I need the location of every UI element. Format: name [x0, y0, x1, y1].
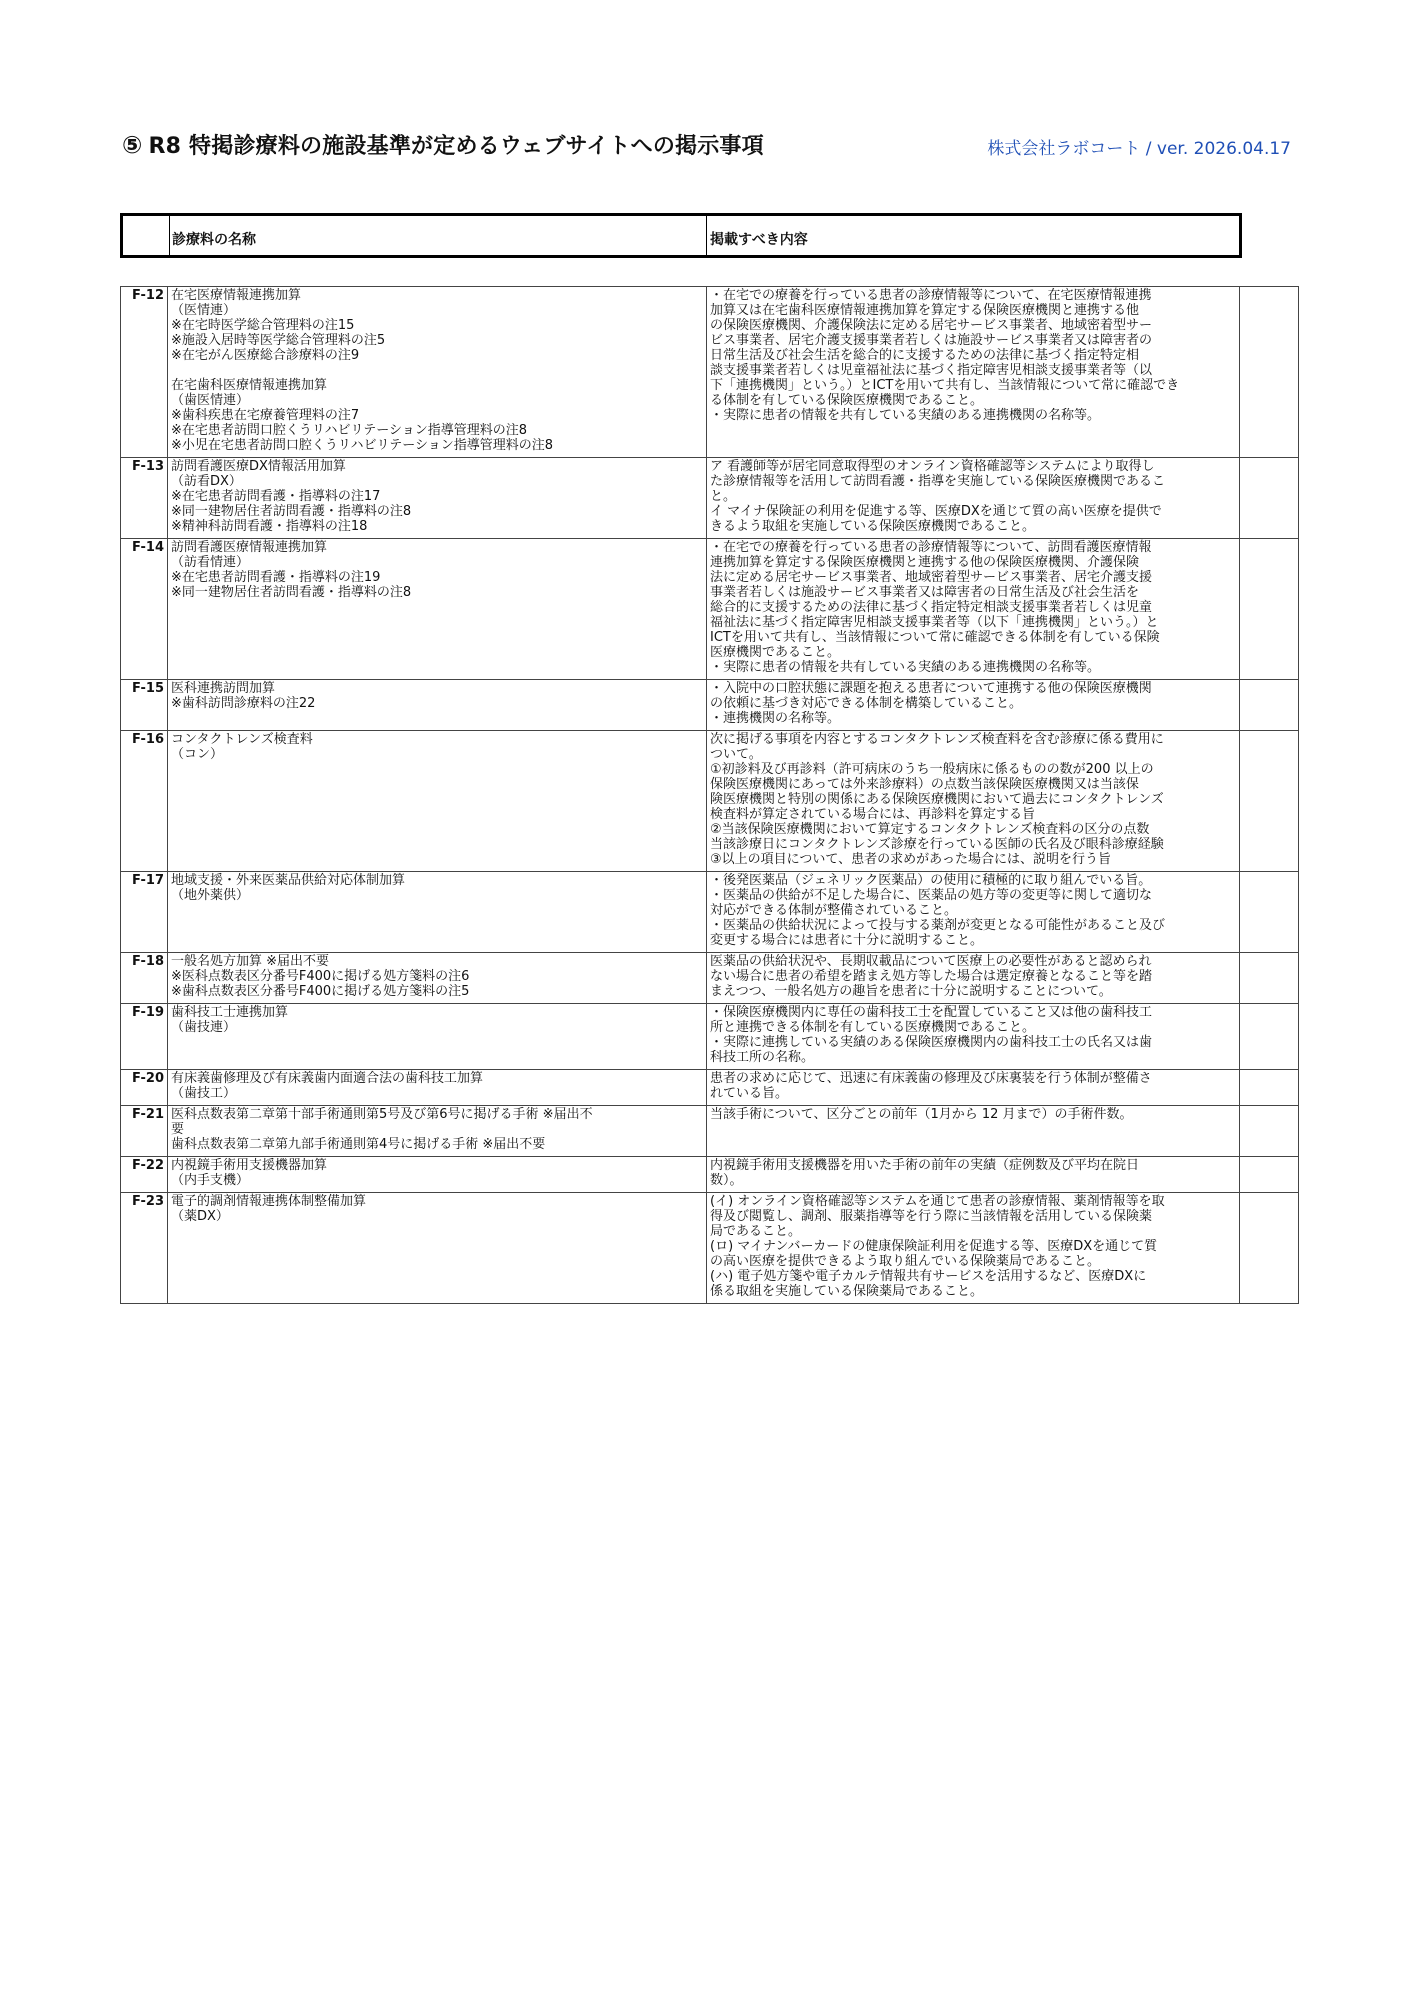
row-name-line: ※歯科訪問診療料の注22 [171, 696, 316, 711]
row-extra-cell [1240, 731, 1299, 872]
row-code: F-16 [121, 731, 168, 872]
row-code: F-17 [121, 872, 168, 953]
row-content-line: 数）。 [710, 1173, 743, 1188]
row-name-cell [168, 680, 707, 731]
row-content-line: 連携加算を算定する保険医療機関と連携する他の保険医療機関、介護保険 [710, 555, 1140, 570]
row-name-line: 訪問看護医療情報連携加算 [171, 540, 328, 555]
row-code: F-12 [121, 287, 168, 458]
row-name-line: 在宅歯科医療情報連携加算 [171, 378, 328, 393]
row-name-cell [168, 1157, 707, 1193]
table-row [121, 1106, 1299, 1157]
row-content-line: 対応ができる体制が整備されていること。 [710, 903, 958, 918]
row-content-line: ・医薬品の供給が不足した場合に、医薬品の処方等の変更等に関して適切な [710, 888, 1153, 903]
row-name-line: （訪看DX） [171, 474, 242, 489]
row-name-line: 地域支援・外来医薬品供給対応体制加算 [171, 873, 406, 888]
row-content-cell [707, 287, 1240, 458]
row-name-line [171, 363, 703, 378]
row-name-cell [168, 1193, 707, 1304]
row-name-line: 医科点数表第二章第十部手術通則第5号及び第6号に掲げる手術 ※届出不 [171, 1107, 593, 1122]
row-content-line: ・入院中の口腔状態に課題を抱える患者について連携する他の保険医療機関 [710, 681, 1152, 696]
row-content-line: (ロ) マイナンバーカードの健康保険証利用を促進する等、医療DXを通じて質 [710, 1239, 1158, 1254]
row-content-cell [707, 680, 1240, 731]
row-name-line: （地外薬供） [171, 888, 250, 903]
row-content-line: ②当該保険医療機関において算定するコンタクトレンズ検査料の区分の点数 [710, 822, 1150, 837]
row-name-line: 一般名処方加算 ※届出不要 [171, 954, 330, 969]
row-content-line: ③以上の項目について、患者の求めがあった場合には、説明を行う旨 [710, 852, 1112, 867]
row-content-cell [707, 1070, 1240, 1106]
table-row [121, 953, 1299, 1004]
row-content-cell [707, 953, 1240, 1004]
row-content-line: 内視鏡手術用支援機器を用いた手術の前年の実績（症例数及び平均在院日 [710, 1158, 1140, 1173]
row-content-line: 総合的に支援するための法律に基づく指定特定相談支援事業者若しくは児童 [710, 600, 1153, 615]
row-content-line: ICTを用いて共有し、当該情報について常に確認できる体制を有している保険 [710, 630, 1160, 645]
row-name-line: 有床義歯修理及び有床義歯内面適合法の歯科技工加算 [171, 1071, 484, 1086]
row-content-line: 科技工所の名称。 [710, 1050, 815, 1065]
row-content-cell [707, 1157, 1240, 1193]
row-content-line: ない場合に患者の希望を踏まえ処方等した場合は選定療養となること等を踏 [710, 969, 1153, 984]
row-content-line: きるよう取組を実施している保険医療機関であること。 [710, 519, 1036, 534]
row-name-line: （医情連） [171, 303, 237, 318]
row-extra-cell [1240, 1070, 1299, 1106]
row-code: F-21 [121, 1106, 168, 1157]
row-content-line: ・在宅での療養を行っている患者の診療情報等について、訪問看護医療情報 [710, 540, 1152, 555]
table-row [121, 287, 1299, 458]
row-name-line: 歯科点数表第二章第九部手術通則第4号に掲げる手術 ※届出不要 [171, 1137, 546, 1152]
row-name-cell [168, 287, 707, 458]
row-content-line: 医薬品の供給状況や、長期収載品について医療上の必要性があると認められ [710, 954, 1152, 969]
row-content-line: 次に掲げる事項を内容とするコンタクトレンズ検査料を含む診療に係る費用に [710, 732, 1164, 747]
row-name-line: ※施設入居時等医学総合管理料の注5 [171, 333, 386, 348]
row-name-line: （コン） [171, 747, 224, 762]
row-name-line: 内視鏡手術用支援機器加算 [171, 1158, 328, 1173]
row-code: F-14 [121, 539, 168, 680]
row-content-line: 福祉法に基づく指定障害児相談支援事業者等（以下「連携機関」という。）と [710, 615, 1159, 630]
row-content-line: 係る取組を実施している保険薬局であること。 [710, 1284, 984, 1299]
header-code-cell [123, 216, 170, 255]
row-content-line: ・実際に患者の情報を共有している実績のある連携機関の名称等。 [710, 408, 1101, 423]
table-row [121, 731, 1299, 872]
row-content-cell [707, 1193, 1240, 1304]
row-content-line: 事業者若しくは施設サービス事業者又は障害者の日常生活及び社会生活を [710, 585, 1140, 600]
table-row [121, 1193, 1299, 1304]
row-code: F-22 [121, 1157, 168, 1193]
row-content-line: 検査料が算定されている場合には、再診料を算定する旨 [710, 807, 1036, 822]
row-extra-cell [1240, 1157, 1299, 1193]
company-version: 株式会社ラボコート / ver. 2026.04.17 [987, 139, 1291, 159]
row-code: F-20 [121, 1070, 168, 1106]
row-content-line: 患者の求めに応じて、迅速に有床義歯の修理及び床裏装を行う体制が整備さ [710, 1071, 1152, 1086]
row-name-line: ※在宅患者訪問看護・指導料の注17 [171, 489, 381, 504]
row-code: F-15 [121, 680, 168, 731]
row-name-line: （歯技工） [171, 1086, 237, 1101]
row-content-line: (ハ) 電子処方箋や電子カルテ情報共有サービスを活用するなど、医療DXに [710, 1269, 1147, 1284]
table-body [121, 287, 1299, 1304]
row-extra-cell [1240, 953, 1299, 1004]
row-content-line: 日常生活及び社会生活を総合的に支援するための法律に基づく指定特定相 [710, 348, 1140, 363]
row-content-cell [707, 1106, 1240, 1157]
row-content-line: れている旨。 [710, 1086, 789, 1101]
row-extra-cell [1240, 872, 1299, 953]
header-content-col: 掲載すべき内容 [710, 232, 808, 248]
row-name-line: ※在宅患者訪問看護・指導料の注19 [171, 570, 381, 585]
row-name-line: 要 [171, 1122, 185, 1137]
row-name-line: ※歯科点数表区分番号F400に掲げる処方箋料の注5 [171, 984, 470, 999]
table-row [121, 680, 1299, 731]
row-content-line: ・医薬品の供給状況によって投与する薬剤が変更となる可能性があること及び [710, 918, 1166, 933]
row-name-line: ※在宅がん医療総合診療料の注9 [171, 348, 360, 363]
title-text: R8 特掲診療料の施設基準が定めるウェブサイトへの掲示事項 [148, 134, 764, 159]
row-content-line: ・実際に患者の情報を共有している実績のある連携機関の名称等。 [710, 660, 1101, 675]
row-content-line: 医療機関であること。 [710, 645, 841, 660]
row-extra-cell [1240, 458, 1299, 539]
row-code: F-19 [121, 1004, 168, 1070]
row-content-line: 保険医療機関にあっては外来診療料）の点数当該保険医療機関又は当該保 [710, 777, 1139, 792]
row-content-cell [707, 872, 1240, 953]
row-name-line: 在宅医療情報連携加算 [171, 288, 302, 303]
row-name-line: ※精神科訪問看護・指導料の注18 [171, 519, 368, 534]
row-extra-cell [1240, 680, 1299, 731]
row-content-line: と。 [710, 489, 737, 504]
row-name-line: ※小児在宅患者訪問口腔くうリハビリテーション指導管理料の注8 [171, 438, 553, 453]
row-name-line: コンタクトレンズ検査料 [171, 732, 313, 747]
row-content-cell [707, 458, 1240, 539]
row-content-cell [707, 731, 1240, 872]
row-name-line: （内手支機） [171, 1173, 250, 1188]
row-name-line: （薬DX） [171, 1209, 229, 1224]
row-extra-cell [1240, 1106, 1299, 1157]
row-content-line: まえつつ、一般名処方の趣旨を患者に十分に説明することについて。 [710, 984, 1112, 999]
row-content-line: ついて。 [710, 747, 762, 762]
row-extra-cell [1240, 287, 1299, 458]
page-title [122, 129, 764, 160]
row-extra-cell [1240, 1004, 1299, 1070]
row-content-line: ・連携機関の名称等。 [710, 711, 841, 726]
row-name-line: 歯科技工士連携加算 [171, 1005, 289, 1020]
row-name-cell [168, 1106, 707, 1157]
row-content-line: 法に定める居宅サービス事業者、地域密着型サービス事業者、居宅介護支援 [710, 570, 1153, 585]
row-name-cell [168, 953, 707, 1004]
row-name-line: 医科連携訪問加算 [171, 681, 276, 696]
row-content-cell [707, 1004, 1240, 1070]
row-content-line: (イ) オンライン資格確認等システムを通じて患者の診療情報、薬剤情報等を取 [710, 1194, 1165, 1209]
row-name-cell [168, 539, 707, 680]
row-name-line: 訪問看護医療DX情報活用加算 [171, 459, 346, 474]
title-number: ⑤ [122, 131, 143, 159]
table-header [120, 213, 1242, 258]
row-name-line: （訪看情連） [171, 555, 250, 570]
table-row [121, 1157, 1299, 1193]
header-name-col: 診療料の名称 [169, 216, 707, 255]
row-name-line: ※医科点数表区分番号F400に掲げる処方箋料の注6 [171, 969, 470, 984]
row-content-line: 下「連携機関」という。）とICTを用いて共有し、当該情報について常に確認でき [710, 378, 1180, 393]
table-row [121, 539, 1299, 680]
row-content-line: 得及び閲覧し、調剤、服薬指導等を行う際に当該情報を活用している保険薬 [710, 1209, 1153, 1224]
row-extra-cell [1240, 539, 1299, 680]
row-name-line: 電子的調剤情報連携体制整備加算 [171, 1194, 367, 1209]
row-content-line: ・後発医薬品（ジェネリック医薬品）の使用に積極的に取り組んでいる旨。 [710, 873, 1152, 888]
row-content-line: ・実際に連携している実績のある保険医療機関内の歯科技工士の氏名又は歯 [710, 1035, 1153, 1050]
row-name-line: ※同一建物居住者訪問看護・指導料の注8 [171, 585, 412, 600]
row-content-line: ア 看護師等が居宅同意取得型のオンライン資格確認等システムにより取得し [710, 459, 1155, 474]
row-name-line: （歯技連） [171, 1020, 237, 1035]
row-content-line: 当該手術について、区分ごとの前年（1月から 12 月まで）の手術件数。 [710, 1107, 1133, 1122]
row-content-line: 加算又は在宅歯科医療情報連携加算を算定する保険医療機関と連携する他 [710, 303, 1140, 318]
table-row [121, 458, 1299, 539]
row-name-cell [168, 872, 707, 953]
row-content-line: ①初診料及び再診料（許可病床のうち一般病床に係るものの数が200 以上の [710, 762, 1154, 777]
row-code: F-18 [121, 953, 168, 1004]
row-content-line: 変更する場合には患者に十分に説明すること。 [710, 933, 984, 948]
row-name-line: ※同一建物居住者訪問看護・指導料の注8 [171, 504, 412, 519]
row-content-line: 所と連携できる体制を有している医療機関であること。 [710, 1020, 1036, 1035]
row-content-line: 当該診療日にコンタクトレンズ診療を行っている医師の氏名及び眼科診療経験 [710, 837, 1164, 852]
row-code: F-23 [121, 1193, 168, 1304]
row-content-line: の高い医療を提供できるよう取り組んでいる保険薬局であること。 [710, 1254, 1101, 1269]
row-name-line: ※在宅患者訪問口腔くうリハビリテーション指導管理料の注8 [171, 423, 527, 438]
row-content-line: ビス事業者、居宅介護支援事業者若しくは施設サービス事業者又は障害者の [710, 333, 1153, 348]
row-content-line: の依頼に基づき対応できる体制を構築していること。 [710, 696, 1023, 711]
row-content-line: 局であること。 [710, 1224, 802, 1239]
row-name-cell [168, 731, 707, 872]
row-content-line: 談支援事業者若しくは児童福祉法に基づく指定障害児相談支援事業者等（以 [710, 363, 1153, 378]
row-content-line: の保険医療機関、介護保険法に定める居宅サービス事業者、地域密着型サー [710, 318, 1153, 333]
table-row [121, 1070, 1299, 1106]
row-content-line: イ マイナ保険証の利用を促進する等、医療DXを通じて質の高い医療を提供で [710, 504, 1162, 519]
row-code: F-13 [121, 458, 168, 539]
row-name-line: ※在宅時医学総合管理料の注15 [171, 318, 355, 333]
row-content-cell [707, 539, 1240, 680]
row-content-line: る体制を有している保険医療機関であること。 [710, 393, 984, 408]
row-content-line: ・保険医療機関内に専任の歯科技工士を配置していること又は他の歯科技工 [710, 1005, 1153, 1020]
table-row [121, 872, 1299, 953]
row-extra-cell [1240, 1193, 1299, 1304]
posting-items-table [120, 286, 1299, 1304]
table-row [121, 1004, 1299, 1070]
row-name-line: （歯医情連） [171, 393, 250, 408]
row-content-line: た診療情報等を活用して訪問看護・指導を実施している保険医療機関であるこ [710, 474, 1166, 489]
row-name-cell [168, 458, 707, 539]
row-name-cell [168, 1004, 707, 1070]
row-content-line: ・在宅での療養を行っている患者の診療情報等について、在宅医療情報連携 [710, 288, 1152, 303]
row-name-cell [168, 1070, 707, 1106]
row-name-line: ※歯科疾患在宅療養管理料の注7 [171, 408, 360, 423]
row-content-line: 険医療機関と特別の関係にある保険医療機関において過去にコンタクトレンズ [710, 792, 1164, 807]
